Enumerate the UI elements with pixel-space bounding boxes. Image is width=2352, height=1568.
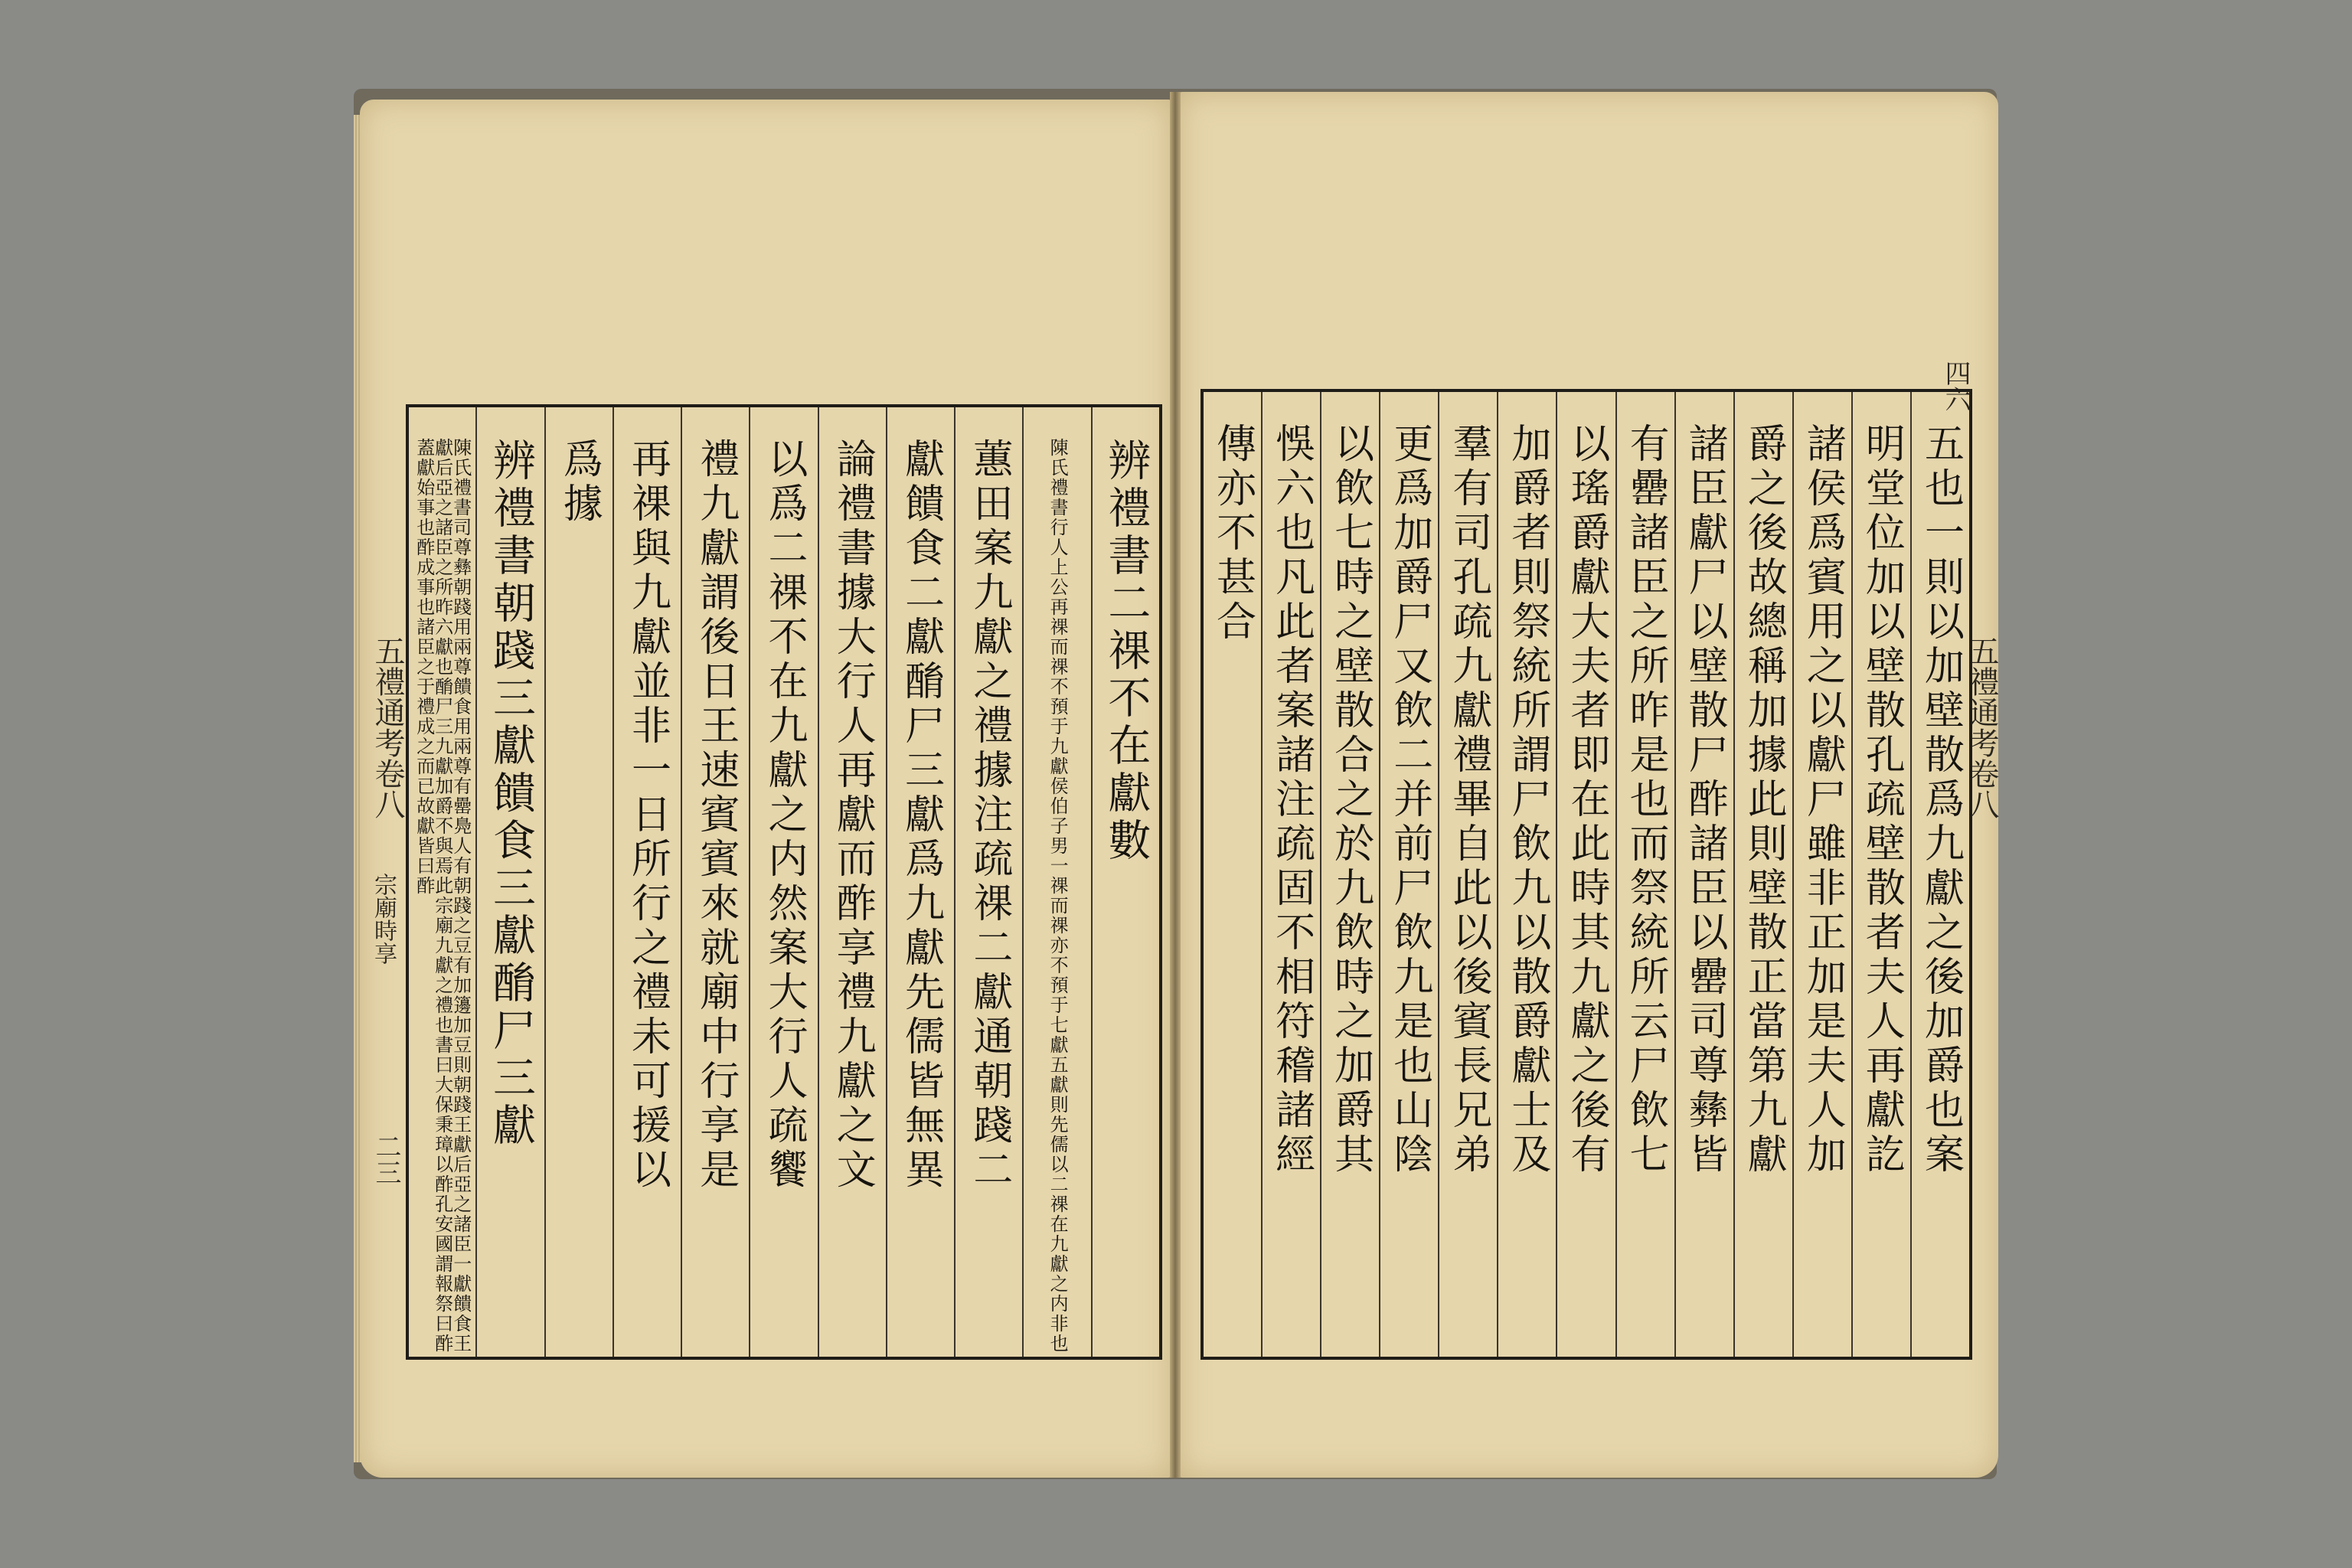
left-columns — [409, 407, 1159, 1357]
right-page-column — [1438, 392, 1497, 1357]
section-heading: 辨禮書朝踐三獻饋食三獻酳尸三獻 — [485, 438, 536, 1150]
book-gutter — [1170, 92, 1181, 1478]
right-page-number: 四六 — [1940, 360, 1971, 412]
right-margin-title: 五禮通考卷八 — [1964, 635, 1999, 819]
left-page-column — [475, 407, 544, 1357]
left-page-column — [818, 407, 886, 1357]
commentary-note: 陳氏禮書司尊彝朝踐用兩尊饋食用兩尊有罍鳧人有朝踐之豆有加籩加豆則朝踐王獻后亞之諸臣一獻饋食王獻后亞之諸臣之所昨六獻也酳尸三九獻加爵不與焉此宗廟九獻之禮也書曰大保秉璋以酢孔安國謂報祭曰酢蓋獻始事也酢成事也諸臣之于禮成之而已故獻皆曰酢 — [413, 438, 472, 1354]
left-page-column — [612, 407, 681, 1357]
right-page-column — [1497, 392, 1556, 1357]
body-text: 五也一則以加壁散爲九獻之後加爵也案 — [1917, 423, 1964, 1178]
right-page-column — [1733, 392, 1792, 1357]
body-text: 禮九獻謂後日王速賓賓來就廟中行享是 — [692, 438, 739, 1193]
body-text: 更爲加爵尸又飲二并前尸飲九是也山陰 — [1386, 423, 1432, 1178]
left-page-column — [544, 407, 612, 1357]
left-page-column — [886, 407, 954, 1357]
left-page-column — [1091, 407, 1159, 1357]
right-columns — [1204, 392, 1969, 1357]
right-page-column — [1379, 392, 1438, 1357]
body-text: 獻饋食二獻酳尸三獻爲九獻先儒皆無異 — [897, 438, 944, 1193]
body-text: 悞六也凡此者案諸注疏固不相符稽諸經 — [1268, 423, 1315, 1178]
left-page-number: 二三 — [371, 1133, 401, 1185]
body-text: 論禮書據大行人再獻而酢享禮九獻之文 — [829, 438, 876, 1193]
body-text: 爵之後故總稱加據此則壁散正當第九獻 — [1740, 423, 1787, 1178]
right-page-column — [1851, 392, 1910, 1357]
left-margin-section: 宗廟時享 — [370, 873, 397, 965]
body-text: 以飲七時之壁散合之於九飲時之加爵其 — [1327, 423, 1374, 1178]
right-page-column — [1792, 392, 1851, 1357]
right-page-column — [1674, 392, 1733, 1357]
body-text: 有罍諸臣之所昨是也而祭統所云尸飲七 — [1622, 423, 1669, 1178]
section-heading: 辨禮書二祼不在獻數 — [1101, 438, 1152, 865]
right-page-column — [1204, 392, 1261, 1357]
left-page-column — [1022, 407, 1090, 1357]
left-page-column — [409, 407, 475, 1357]
left-text-frame — [406, 404, 1162, 1360]
left-margin-title: 五禮通考卷八 — [370, 635, 405, 819]
body-text: 加爵者則祭統所謂尸飲九以散爵獻士及 — [1504, 423, 1550, 1178]
right-text-frame — [1200, 389, 1972, 1360]
body-text: 蕙田案九獻之禮據注疏祼二獻通朝踐二 — [965, 438, 1012, 1193]
body-text: 傳亦不甚合 — [1209, 423, 1256, 645]
left-page-column — [749, 407, 817, 1357]
body-text: 以瑤爵獻大夫者即在此時其九獻之後有 — [1563, 423, 1609, 1178]
left-page-column — [681, 407, 749, 1357]
body-text: 再祼與九獻並非一日所行之禮未可援以 — [624, 438, 671, 1193]
body-text: 羣有司孔疏九獻禮畢自此以後賓長兄弟 — [1445, 423, 1491, 1178]
body-text: 爲據 — [556, 438, 603, 527]
right-page-column — [1615, 392, 1674, 1357]
right-page-column — [1261, 392, 1320, 1357]
right-page-column — [1910, 392, 1969, 1357]
right-page-column — [1320, 392, 1379, 1357]
left-page-column — [954, 407, 1022, 1357]
right-page-column — [1556, 392, 1615, 1357]
body-text: 諸侯爲賓用之以獻尸雖非正加是夫人加 — [1799, 423, 1846, 1178]
commentary-note: 陳氏禮書行人上公再祼而祼不預于九獻侯伯子男一祼而祼亦不預于七獻五獻則先儒以二祼在九獻之内非也 — [1047, 438, 1069, 1354]
body-text: 以爲二祼不在九獻之内然案大行人疏饗 — [761, 438, 808, 1193]
body-text: 明堂位加以壁散孔疏壁散者夫人再獻訖 — [1858, 423, 1905, 1178]
body-text: 諸臣獻尸以壁散尸酢諸臣以罍司尊彝皆 — [1681, 423, 1728, 1178]
